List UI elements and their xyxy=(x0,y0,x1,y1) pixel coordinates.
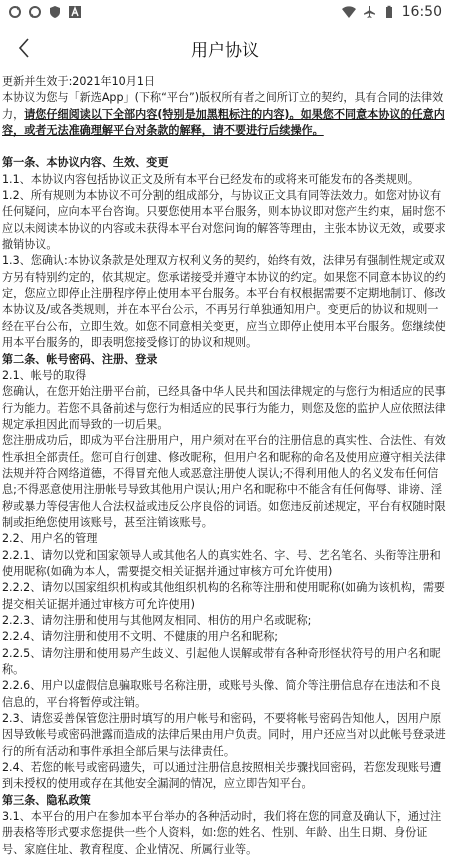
clause-2-2-1: 2.2.1、请勿以党和国家领导人或其他名人的真实姓名、字、号、艺名笔名、头衔等注册和使用昵称(如确为本人，需要提交相关证据并通过审核方可允许使用) xyxy=(2,548,441,578)
clause-2-1-para-1: 您确认，在您开始注册平台前，已经具备中华人民共和国法律规定的与您行为相适应的民事行为能力。若您不具备前述与您行为相适应的民事行为能力，则您及您的监护人应依照法律规定承担因此而导致的一切后果。 xyxy=(2,385,446,431)
clause-1-1: 1.1、本协议内容包括协议正文及所有本平台已经发布的或将来可能发布的各类规则。 xyxy=(2,172,420,186)
clause-1-2: 1.2、所有规则为本协议不可分割的组成部分，与协议正文具有同等法效力。如您对协议有任何疑问，应向本平台咨询。只要您使用本平台服务，则本协议即对您产生约束，届时您不应以未阅读本协议的内容或未获得本平台对您问询的解答等理由，主张本协议无效，或要求撤销协议。 xyxy=(2,189,446,252)
clause-2-2-4: 2.2.4、请勿注册和使用不文明、不健康的用户名和昵称; xyxy=(2,630,279,644)
section-1-title: 第一条、本协议内容、生效、变更 xyxy=(2,156,169,170)
clause-2-2-2: 2.2.2、请勿以国家组织机构或其他组织机构的名称等注册和使用昵称(如确为该机构，需要提交相关证据并通过审核方可允许使用) xyxy=(2,581,446,611)
status-bar xyxy=(0,0,450,24)
status-right-icons xyxy=(342,4,442,20)
clause-1-3: 1.3、您确认:本协议条款是处理双方权利义务的契约，始终有效，法律另有强制性规定或双方另有特别约定的，依其规定。您承诺接受并遵守本协议的约定。如果您不同意本协议的约定，您应立即停止注册程序停止使用本平台服务。本平台有权根据需要不定期地制订、修改本协议及/或各类规则，并在本平台公示，不再另行单独通知用户。变更后的协议和规则一经在平台公布，立即生效。如您不同意相关变更，应当立即停止使用本平台服务。您继续使用本平台服务的，即表明您接受修订的协议和规则。 xyxy=(2,254,446,350)
clause-2-1: 2.1、帐号的取得 xyxy=(2,368,87,382)
font-a-icon xyxy=(68,5,82,19)
intro-text: 本协议为您与「新选App」(下称“平台”)版权所有者之间所订立的契约，具有合同的法律效力， xyxy=(2,91,444,121)
clause-2-4: 2.4、若您的帐号或密码遗失，可以通过注册信息按照相关步骤找回密码，若您发现账号遭到未授权的使用或存在其他安全漏洞的情况，应立即告知平台。 xyxy=(2,761,442,791)
sync-icon xyxy=(28,5,42,19)
chevron-left-icon xyxy=(17,37,31,59)
wifi-icon xyxy=(342,5,356,19)
clause-2-2-3: 2.2.3、请勿注册和使用与其他网友相同、相仿的用户名或昵称; xyxy=(2,614,312,627)
clause-2-2: 2.2、用户名的管理 xyxy=(2,532,98,546)
section-3-title: 第三条、隐私政策 xyxy=(2,793,91,807)
spacer xyxy=(2,139,448,155)
status-time: 16:50 xyxy=(401,4,442,20)
clause-2-2-5: 2.2.5、请勿注册和使用易产生歧义、引起他人误解或带有各种奇形怪状符号的用户名和昵称。 xyxy=(2,646,441,677)
intro-bold-text: 请您仔细阅读以下全部内容(特别是加黑粗标注的内容)。如果您不同意本协议的任意内容，或者无法准确理解平台对条款的解释，请不要进行后续操作。 xyxy=(2,107,445,138)
updated-date: 更新并生效于:2021年10月1日 xyxy=(2,75,155,88)
section-2-title: 第二条、帐号密码、注册、登录 xyxy=(2,352,158,366)
back-button[interactable] xyxy=(10,34,38,62)
page-title: 用户协议 xyxy=(191,40,259,61)
battery-icon xyxy=(382,5,396,19)
status-left-icons xyxy=(8,5,82,19)
airplane-icon xyxy=(362,5,376,19)
shield-icon xyxy=(48,5,62,19)
agreement-content[interactable] xyxy=(0,74,450,856)
clause-2-2-6: 2.2.6、用户以虚假信息骗取账号名称注册，或账号头像、简介等注册信息存在违法和不良信息的，平台将暂停或注销。 xyxy=(2,679,441,709)
intro-paragraph xyxy=(2,90,448,139)
clause-2-1-para-2: 您注册成功后，即成为平台注册用户，用户须对在平台的注册信息的真实性、合法性、有效性承担全部责任。您可自行创建、修改昵称，但用户名和昵称的命名及使用应遵守相关法律法规并符合网络道德，不得冒充他人或恶意注册使人误认;不得利用他人的名义发布任何信息;不得恶意使用注册帐号导致其他用户误认;用户名和昵称中不能含有任何侮辱、诽谤、淫秽或暴力等侵害他人合法权益或违反公序良俗的词语。如您违反前述规定，平台有权随时限制或拒绝您使用该账号，甚至注销该账号。 xyxy=(2,434,446,529)
sync-icon xyxy=(8,5,22,19)
nav-bar xyxy=(0,24,450,72)
clause-3-1: 3.1、本平台的用户在参加本平台举办的各种活动时，我们将在您的同意及确认下，通过注册表格等形式要求您提供一些个人资料，如:您的姓名、性别、年龄、出生日期、身份证号、家庭住址、教育程度、企业情况、所属行业等。 xyxy=(2,810,442,856)
clause-2-3: 2.3、请您妥善保管您注册时填写的用户帐号和密码，不要将帐号密码告知他人，因用户原因导致帐号或密码泄露而造成的法律后果由用户负责。同时，用户还应当对以此帐号登录进行的所有活动和事件承担全部后果与法律责任。 xyxy=(2,712,446,758)
